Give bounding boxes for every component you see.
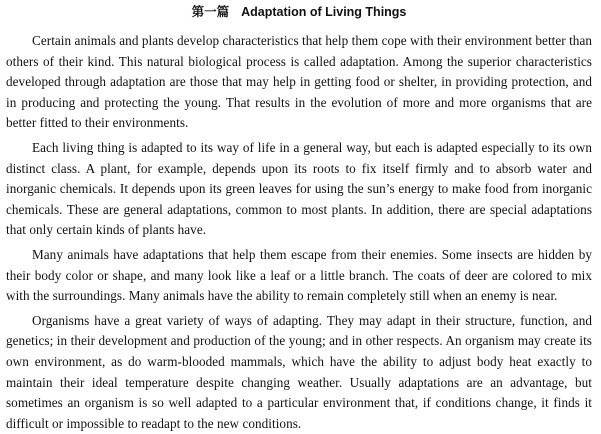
paragraph-3: Many animals have adaptations that help them escape from their enemies. Some insects are hidden by their body color or shape, and many look like a leaf or a little branch. The coats of deer are colored to mix with the surroundings. Many animals have the ability to remain completely still when an enemy is near. <box>6 246 592 304</box>
paragraph-2: Each living thing is adapted to its way of life in a general way, but each is adapted especially to its own distinct class. A plant, for example, depends upon its roots to fix itself firmly and to absorb water and inorganic chemicals. It depends upon its green leaves for using the sun’s energy to make food from inorganic chemicals. These are general adaptations, common to most plants. In addition, there are special adaptations that only certain kinds of plants have. <box>6 139 592 238</box>
paragraph-1: Certain animals and plants develop characteristics that help them cope with their environment better than others of their kind. This natural biological process is called adaptation. Among the superior characteristics developed through adaptation are those that may help in getting food or shelter, in providing protection, and in producing and protecting the young. That results in the evolution of more and more organisms that are better fitted to their environments. <box>6 33 592 131</box>
chapter-label: 第一篇 <box>191 5 230 19</box>
paragraph-4: Organisms have a great variety of ways of adapting. They may adapt in their structure, function, and genetics; in their development and production of the young; and in other respects. An organism may create its own environment, as do warm-blooded mammals, which have the ability to adjust body heat exactly to maintain their ideal temperature despite changing weather. Usually adaptations are an advantage, but sometimes an organism is so well adapted to a particular environment that, if conditions change, it finds it difficult or impossible to readapt to the new conditions. <box>6 312 592 431</box>
page-title <box>6 1 592 23</box>
article-title: Adaptation of Living Things <box>241 5 407 19</box>
